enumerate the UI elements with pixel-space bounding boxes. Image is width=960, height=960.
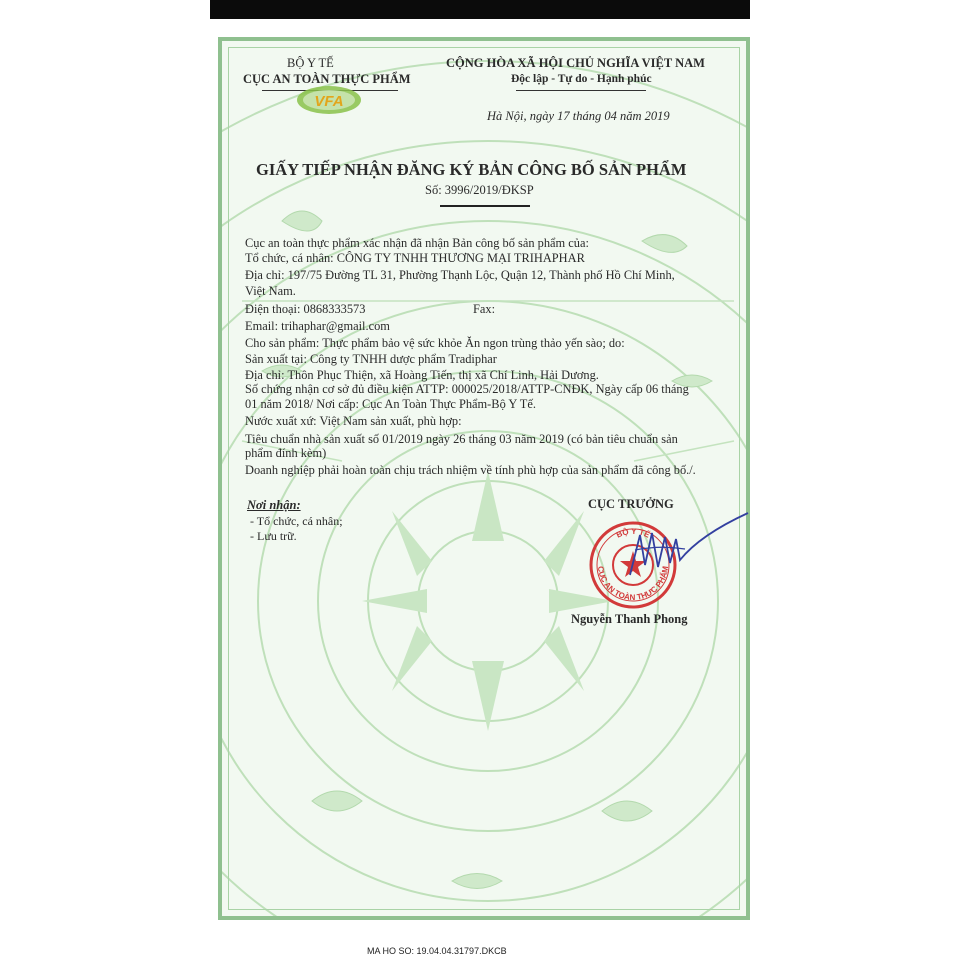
issue-date: Hà Nội, ngày 17 tháng 04 năm 2019 <box>487 109 670 123</box>
body-line-9: Địa chỉ: Thôn Phục Thiện, xã Hoàng Tiến, thị xã Chí Linh, Hải Dương. <box>245 368 599 382</box>
recipients-title: Nơi nhận: <box>247 498 301 512</box>
title-divider <box>440 205 530 207</box>
body-line-14: phẩm đính kèm) <box>245 446 327 460</box>
department-name: CỤC AN TOÀN THỰC PHẨM <box>243 72 411 86</box>
body-line-4: Việt Nam. <box>245 284 296 298</box>
body-line-12: Nước xuất xứ: Việt Nam sản xuất, phù hợp: <box>245 414 462 428</box>
body-line-2: Tổ chức, cá nhân: CÔNG TY TNHH THƯƠNG MẠI TRIHAPHAR <box>245 251 585 265</box>
vfa-logo-icon <box>294 84 364 116</box>
body-line-10: Số chứng nhận cơ sở đủ điều kiện ATTP: 000025/2018/ATTP-CNĐK, Ngày cấp 06 tháng <box>245 382 689 396</box>
document-title: GIẤY TIẾP NHẬN ĐĂNG KÝ BẢN CÔNG BỐ SẢN PHẨM <box>256 160 687 179</box>
document-number: Số: 3996/2019/ĐKSP <box>425 183 534 197</box>
handwritten-signature-icon <box>610 505 750 585</box>
national-motto: Độc lập - Tự do - Hạnh phúc <box>511 73 652 85</box>
signer-name: Nguyễn Thanh Phong <box>571 612 688 626</box>
body-line-1: Cục an toàn thực phẩm xác nhận đã nhận Bản công bố sản phẩm của: <box>245 236 589 250</box>
recipient-item-1: - Tổ chức, cá nhân; <box>250 514 343 528</box>
body-line-3: Địa chỉ: 197/75 Đường TL 31, Phường Thạnh Lộc, Quận 12, Thành phố Hồ Chí Minh, <box>245 268 675 282</box>
svg-text:VFA: VFA <box>314 93 344 110</box>
header-right-underline <box>516 90 646 91</box>
svg-text:CỤC AN TOÀN THỰC PHẨM: CỤC AN TOÀN THỰC PHẨM <box>595 565 671 603</box>
body-line-8: Sản xuất tại: Công ty TNHH dược phẩm Tradiphar <box>245 352 497 366</box>
recipient-item-2: - Lưu trữ. <box>250 529 297 543</box>
body-line-5: Điện thoại: 0868333573 <box>245 302 366 316</box>
fax-label: Fax: <box>473 302 496 316</box>
svg-text:BỘ Y TẾ: BỘ Y TẾ <box>614 526 652 540</box>
body-line-13: Tiêu chuẩn nhà sản xuất số 01/2019 ngày 26 tháng 03 năm 2019 (có bản tiêu chuẩn sản <box>245 432 678 446</box>
signer-title: CỤC TRƯỞNG <box>588 497 674 511</box>
dossier-code: MA HO SO: 19.04.04.31797.DKCB <box>367 946 507 956</box>
body-line-7: Cho sản phẩm: Thực phẩm bảo vệ sức khỏe Ăn ngon trùng thảo yến sào; do: <box>245 336 625 350</box>
body-line-15: Doanh nghiệp phải hoàn toàn chịu trách nhiệm về tính phù hợp của sản phẩm đã công bố./. <box>245 463 696 477</box>
top-black-bar <box>210 0 750 19</box>
republic-name: CỘNG HÒA XÃ HỘI CHỦ NGHĨA VIỆT NAM <box>446 56 705 70</box>
body-line-6: Email: trihaphar@gmail.com <box>245 319 390 333</box>
ministry-name: BỘ Y TẾ <box>287 56 334 70</box>
body-line-11: 01 năm 2018/ Nơi cấp: Cục An Toàn Thực Phẩm-Bộ Y Tế. <box>245 397 536 411</box>
